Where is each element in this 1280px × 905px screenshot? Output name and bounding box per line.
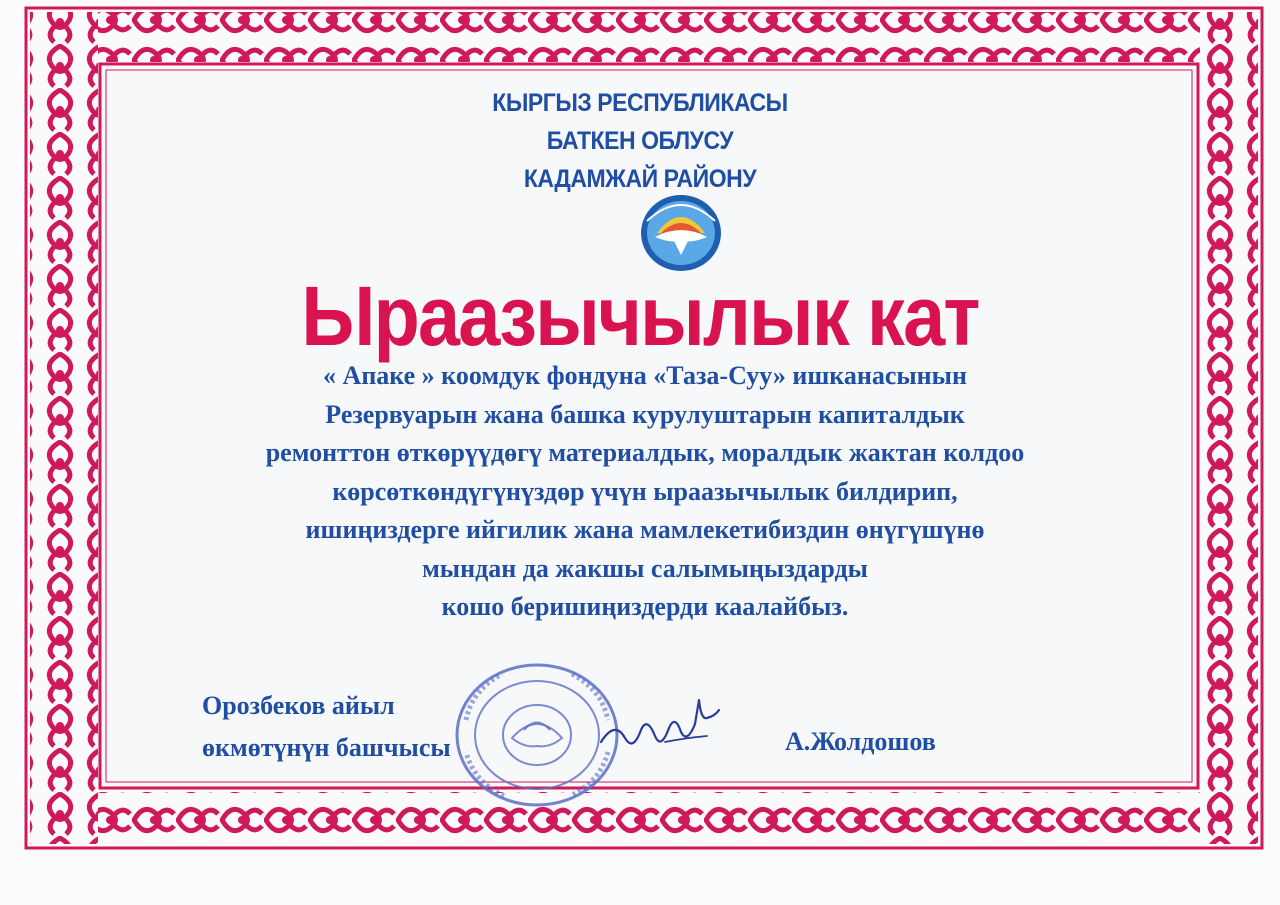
- body-line: ремонттон өткөрүүдөгү материалдык, моралдык жактан колдоо: [265, 438, 1025, 467]
- position-line: өкмөтүнүн башчысы: [202, 733, 451, 762]
- header-region: БАТКЕН ОБЛУСУ: [546, 127, 734, 155]
- position-line: Орозбеков айыл: [202, 691, 395, 720]
- issuer-header: [0, 84, 1280, 198]
- kyrgyz-emblem-icon: [633, 193, 729, 273]
- certificate-body: [150, 357, 1140, 627]
- body-line: Резервуарын жана башка курулуштарын капиталдык: [325, 399, 965, 429]
- header-district: КАДАМЖАЙ РАЙОНУ: [523, 165, 757, 193]
- header-country: КЫРГЫЗ РЕСПУБЛИКАСЫ: [492, 89, 788, 117]
- body-line: ишиңиздерге ийгилик жана мамлекетибиздин өнүгүшүнө: [305, 515, 985, 544]
- body-line: « Апаке » коомдук фондуна «Таза-Суу» ишканасынын: [323, 361, 967, 390]
- handwritten-signature: [595, 680, 725, 770]
- signatory-name: А.Жолдошов: [785, 727, 936, 756]
- body-line: мындан да жакшы салымыңыздарды: [422, 553, 868, 583]
- certificate-title: Ыраазычылык кат: [301, 269, 979, 363]
- body-line: кошо беришиңиздерди каалайбыз.: [441, 592, 849, 621]
- body-line: көрсөткөндүгүнүздөр үчүн ыраазычылык билдирип,: [332, 476, 958, 506]
- signatory-position: [202, 685, 451, 769]
